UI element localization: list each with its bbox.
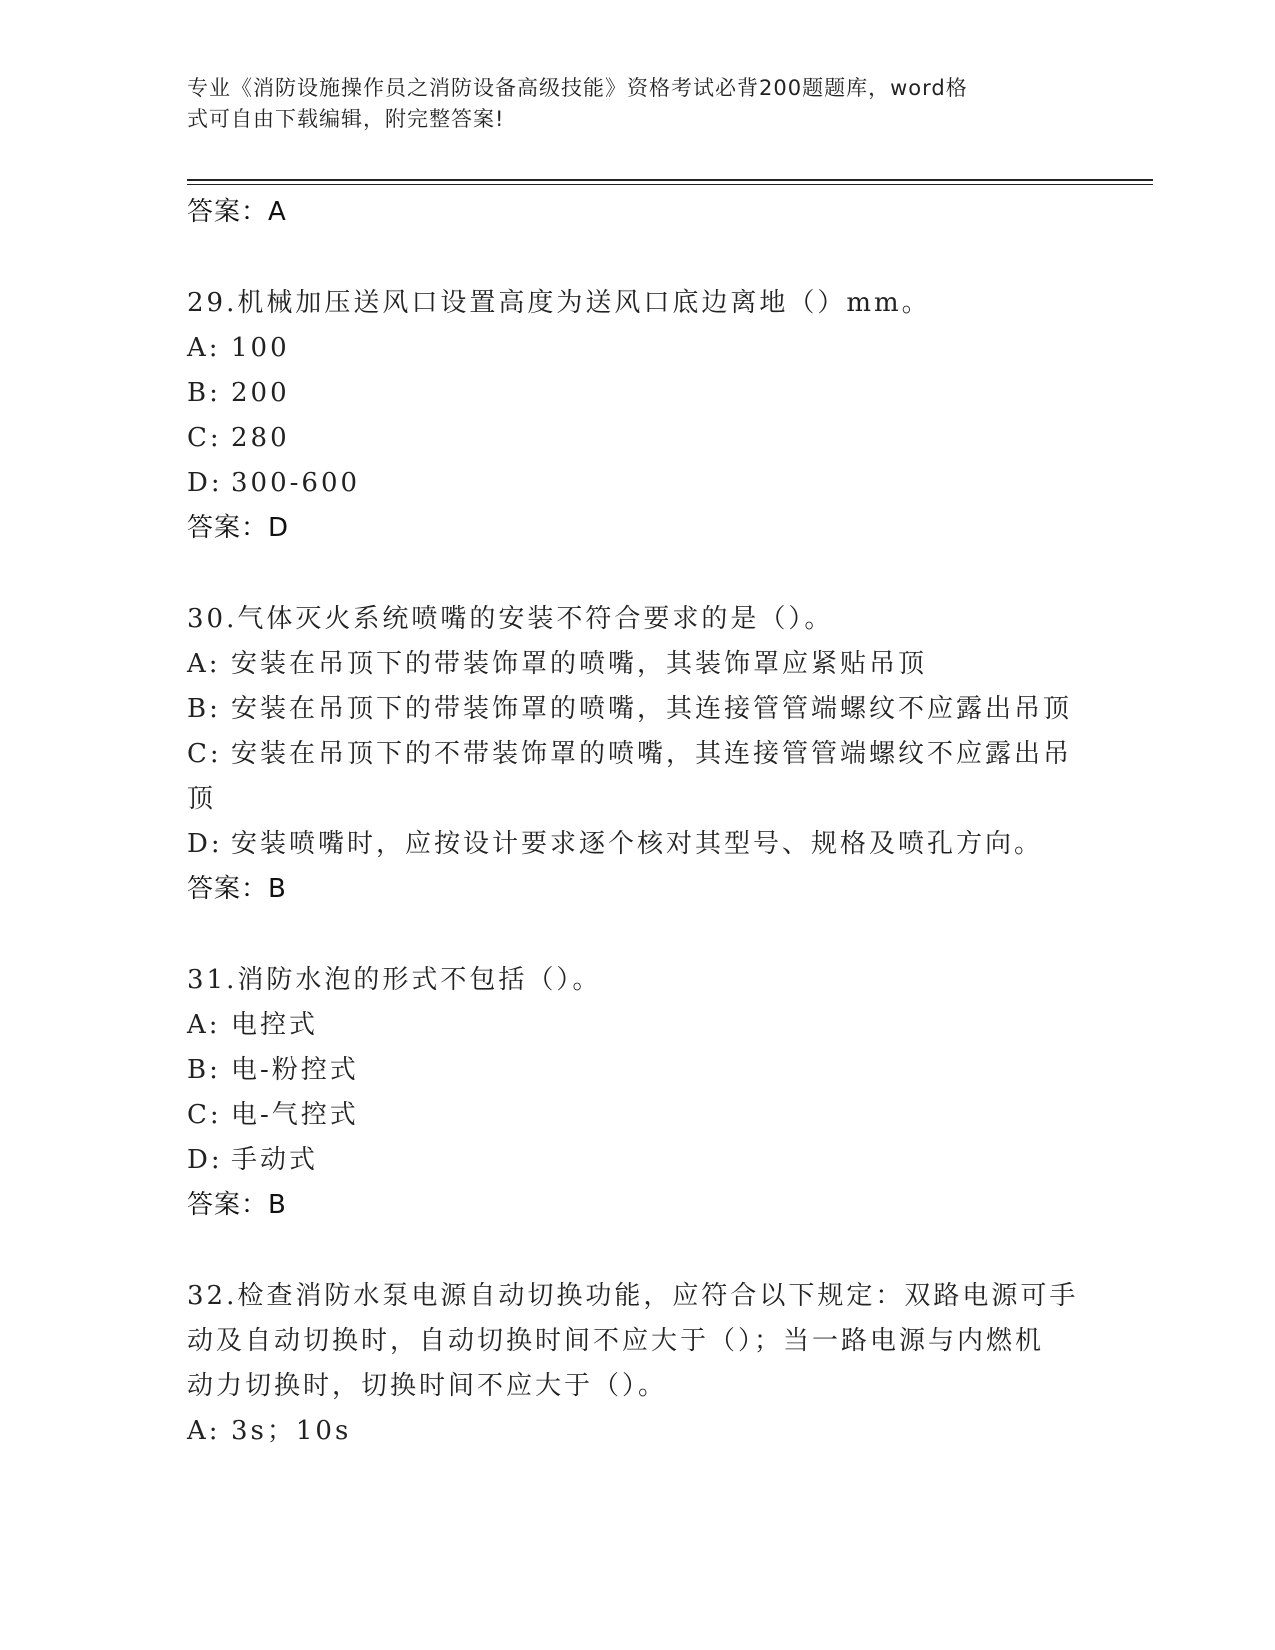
option-label: A:	[187, 333, 221, 363]
option-item	[187, 687, 1087, 732]
spacer	[187, 1227, 1087, 1274]
option-text: 安装在吊顶下的带装饰罩的喷嘴，其连接管管端螺纹不应露出吊顶	[231, 694, 1073, 724]
option-text: 3s；10s	[231, 1416, 352, 1446]
spacer	[187, 550, 1087, 597]
answer-line: 答案：B	[187, 1190, 287, 1220]
question-block	[187, 1274, 1087, 1454]
question-title: 29.机械加压送风口设置高度为送风口底边离地（）mm。	[187, 288, 931, 318]
option-text: 280	[231, 423, 290, 453]
option-label: C:	[187, 1100, 222, 1130]
option-label: D:	[187, 468, 223, 498]
option-item	[187, 371, 1087, 416]
option-text: 200	[231, 378, 290, 408]
answer-line: 答案：B	[187, 874, 287, 904]
option-label: D:	[187, 829, 223, 859]
option-label: C:	[187, 423, 222, 453]
answer-line: 答案：D	[187, 513, 290, 543]
header-line-1: 专业《消防设施操作员之消防设备高级技能》资格考试必背200题题库，word格	[187, 76, 968, 100]
question-title: 30.气体灭火系统喷嘴的安装不符合要求的是（）。	[187, 604, 834, 634]
option-text: 电控式	[231, 1010, 319, 1040]
option-label: B:	[187, 1055, 221, 1085]
option-text: 300-600	[231, 468, 361, 498]
spacer	[187, 234, 1087, 281]
option-item	[187, 822, 1087, 867]
question-title-line: 动及自动切换时，自动切换时间不应大于（）；当一路电源与内燃机	[187, 1326, 1045, 1356]
option-item	[187, 326, 1087, 371]
option-text: 100	[231, 333, 290, 363]
option-text: 电-气控式	[231, 1100, 359, 1130]
answer-line: 答案：A	[187, 197, 287, 227]
document-header	[187, 73, 1067, 135]
option-label: B:	[187, 694, 221, 724]
option-label: A:	[187, 1416, 221, 1446]
option-label: B:	[187, 378, 221, 408]
option-label: C:	[187, 739, 222, 769]
option-item	[187, 642, 1087, 687]
option-continuation: 顶	[187, 784, 217, 814]
option-text: 安装在吊顶下的带装饰罩的喷嘴，其装饰罩应紧贴吊顶	[231, 649, 928, 679]
header-rule-thick	[187, 179, 1153, 181]
option-item	[187, 1093, 1087, 1138]
header-line-2: 式可自由下载编辑，附完整答案!	[187, 107, 505, 131]
option-text: 安装喷嘴时，应按设计要求逐个核对其型号、规格及喷孔方向。	[231, 829, 1044, 859]
option-item	[187, 1048, 1087, 1093]
option-item	[187, 732, 1087, 777]
option-label: A:	[187, 649, 221, 679]
question-block	[187, 958, 1087, 1227]
option-item	[187, 461, 1087, 506]
question-block	[187, 597, 1087, 911]
option-item	[187, 1003, 1087, 1048]
option-item	[187, 1409, 1087, 1454]
option-item	[187, 1138, 1087, 1183]
option-text: 安装在吊顶下的不带装饰罩的喷嘴，其连接管管端螺纹不应露出吊	[231, 739, 1073, 769]
question-title-line: 动力切换时，切换时间不应大于（）。	[187, 1371, 668, 1401]
option-label: A:	[187, 1010, 221, 1040]
option-text: 电-粉控式	[231, 1055, 359, 1085]
document-body	[187, 190, 1087, 1454]
option-item	[187, 416, 1087, 461]
spacer	[187, 911, 1087, 958]
question-title-line: 32.检查消防水泵电源自动切换功能，应符合以下规定：双路电源可手	[187, 1281, 1079, 1311]
question-title: 31.消防水泡的形式不包括（）。	[187, 965, 602, 995]
option-label: D:	[187, 1145, 223, 1175]
question-block	[187, 281, 1087, 550]
option-text: 手动式	[231, 1145, 319, 1175]
header-rule-thin	[187, 184, 1153, 185]
